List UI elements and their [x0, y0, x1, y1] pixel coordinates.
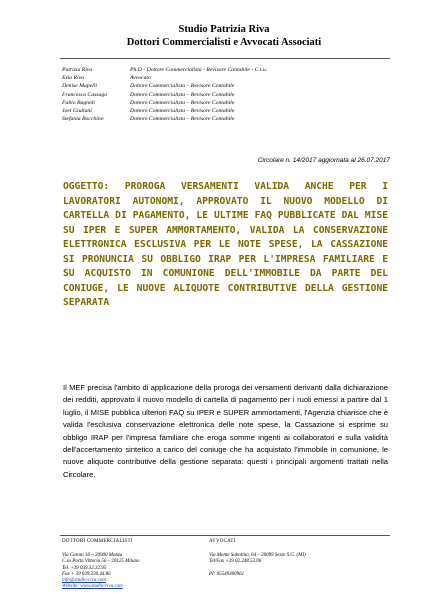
- staff-role: Ph.D - Dottore Commercialista - Revisore Contabile - C.t.u.: [130, 67, 268, 73]
- staff-row: [62, 74, 392, 82]
- footer-vat: PI: 05549300961: [209, 571, 245, 577]
- footer-address: C.so Porta Vittoria 56 – 20125 Milano: [62, 559, 140, 565]
- studio-subtitle: Dottori Commercialisti e Avvocati Associati: [126, 37, 322, 48]
- staff-row: [62, 107, 392, 115]
- footer-divider: [60, 535, 390, 536]
- staff-row: [62, 115, 392, 123]
- footer-avvocati: [209, 539, 389, 578]
- staff-role: Dottore Commercialista – Revisore Contabile: [130, 99, 235, 106]
- subject-heading: OGGETTO: PROROGA VERSAMENTI VALIDA ANCHE PER I LAVORATORI AUTONOMI, APPROVATO IL NUOVO MODELLO DI CARTELLA DI PAGAMENTO, LE ULTIME FAQ PUBBLICATE DAL MISE SU IPER E SUPER AMMORTAMENTO, VALIDA LA CONSERVAZIONE ELETTRONICA ESCLUSIVA PER LE NOTE SPESE, LA CASSAZIONE SI PRONUNCIA SU OBBLIGO IRAP PER L'IMPRESA FAMILIARE E SU ACQUISTO IN COMUNIONE DELL'IMMOBILE DA PARTE DEL CONIUGE, LE NUOVE ALIQUOTE CONTRIBUTIVE DELLA GESTIONE SEPARATA: [63, 181, 388, 308]
- footer-phone: Tel/Fax +39 02.248.53.06: [209, 559, 262, 565]
- staff-row: [62, 82, 392, 90]
- footer-email-link[interactable]: info@studio-riva.com: [62, 578, 106, 584]
- staff-name: Joel Giuliani: [62, 108, 92, 115]
- staff-role: Avvocato: [130, 75, 151, 82]
- footer-address: Via Monte Sabotino, 64 – 20099 Sesto S.G. (MI): [209, 553, 306, 559]
- staff-role: Dottore Commercialista – Revisore Contabile: [130, 91, 235, 98]
- body-paragraph: Il MEF precisa l'ambito di applicazione della proroga dei versamenti derivanti dalla dichiarazione dei redditi, approvato il nuovo modello di cartella di pagamento per i ruoli emessi a partire dal 1 luglio, il MISE pubblica ulteriori FAQ su IPER e SUPER ammortamenti, l'Agenzia chiarisce che è valida l'esclusiva conservazione elettronica delle note spese, la Cassazione si esprime su obbligo IRAP per l'impresa familiare che eroga somme ingenti ai collaboratori e sulla validità dell'accertamento sintetico a carico del coniuge che ha acquistato l'immobile in comunione, le nuove aliquote contributive della gestione separata: questi i principali argomenti trattati nella Circolare.: [63, 383, 388, 479]
- staff-name: Francesca Cassago: [62, 91, 108, 98]
- staff-name: Fabio Bagnoli: [62, 99, 96, 106]
- circular-reference: Circolare n. 14/2017 aggiornata al 26.07.2017: [257, 157, 390, 164]
- staff-row: [62, 99, 392, 107]
- footer-address: Via Caroni 10 – 20900 Monza: [62, 553, 123, 559]
- staff-name: Denise Mapelli: [62, 83, 97, 90]
- footer-phone: Tel. +39 039.32.32.95: [62, 565, 107, 571]
- staff-row: [62, 91, 392, 99]
- footer-website-link[interactable]: Website: www.studio-riva.com: [62, 584, 123, 590]
- header-divider: [60, 58, 390, 59]
- staff-name: Patrizia Riva: [62, 67, 93, 73]
- footer-title: AVVOCATI: [209, 539, 236, 544]
- staff-name: Ezio Riva: [62, 75, 84, 82]
- staff-name: Stefania Bocchino: [62, 116, 104, 123]
- staff-list: [62, 66, 392, 123]
- footer-fax: Fax + 39 039.230.44.86: [62, 571, 111, 577]
- staff-role: Dottore Commercialista – Revisore Contabile: [130, 116, 235, 123]
- staff-role: Dottore Commercialista – Revisore Contabile: [130, 83, 235, 90]
- staff-row: [62, 66, 392, 74]
- studio-name: Studio Patrizia Riva: [178, 24, 270, 35]
- footer-commercialisti: [62, 539, 202, 590]
- letterhead: [0, 23, 448, 49]
- staff-role: Dottore Commercialista – Revisore Contabile: [130, 108, 235, 115]
- footer-title: DOTTORI COMMERCIALISTI: [62, 539, 133, 544]
